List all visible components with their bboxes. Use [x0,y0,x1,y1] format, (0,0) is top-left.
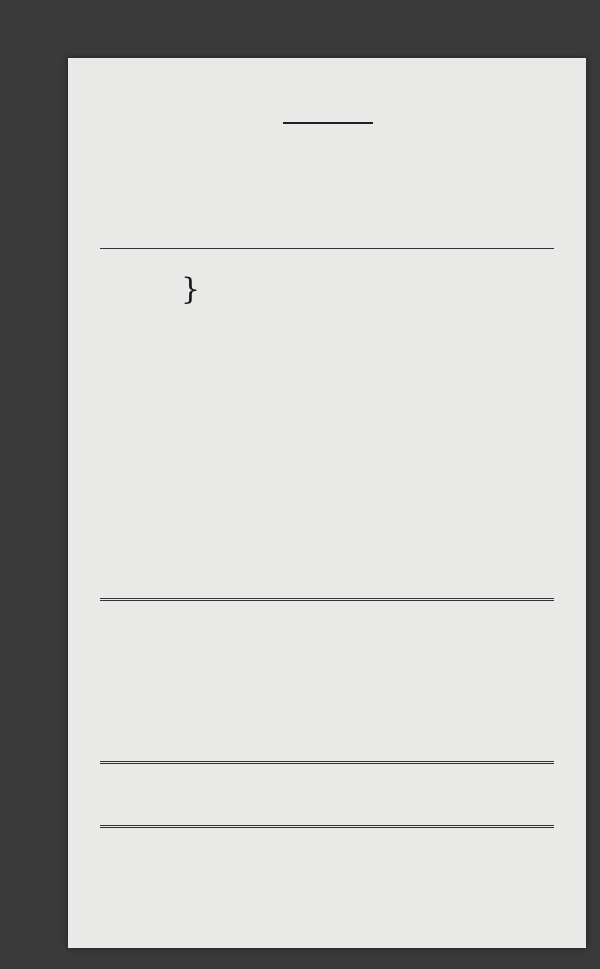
playbill-sheet [68,58,586,948]
decorative-rule [283,122,373,124]
divider [100,825,554,828]
divider [100,248,554,249]
brace-group [132,274,558,309]
divider [100,598,554,601]
cast-list [132,274,558,309]
brace-symbol: } [181,272,201,307]
divider [100,761,554,764]
